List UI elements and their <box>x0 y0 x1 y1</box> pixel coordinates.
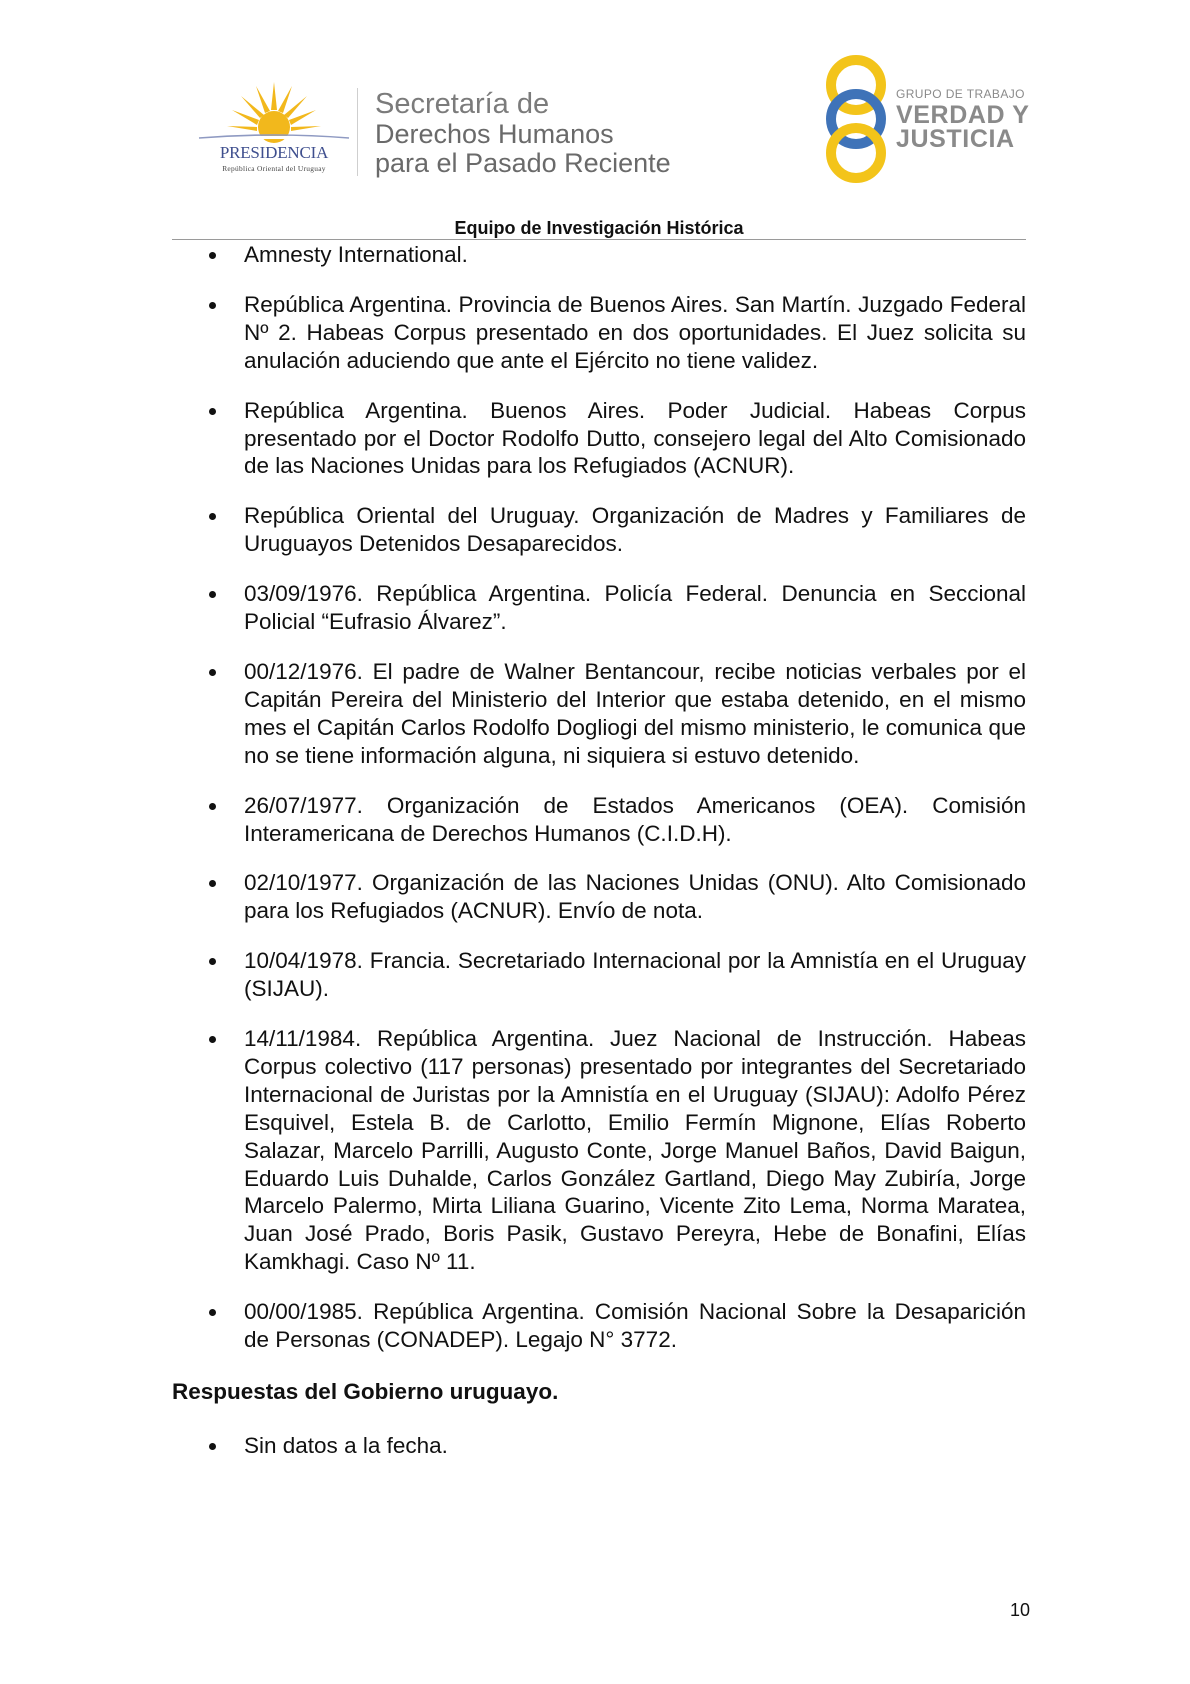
list-item-text: 03/09/1976. República Argentina. Policía Federal. Denuncia en Seccional Policial “Eufrasio Álvarez”. <box>244 581 1026 635</box>
list-item <box>172 1432 1026 1460</box>
list-item-text: 26/07/1977. Organización de Estados Americanos (OEA). Comisión Interamericana de Derechos Humanos (C.I.D.H). <box>244 792 1026 846</box>
secretaria-logo-text <box>375 89 671 178</box>
list-item <box>172 580 1026 636</box>
bullet-icon <box>209 1443 216 1450</box>
list-item-text: 14/11/1984. República Argentina. Juez Nacional de Instrucción. Habeas Corpus colectivo (117 personas) presentado por integrantes del Secretariado Internacional de Juristas por la Amnistía en el Uruguay (SIJAU): Adolfo Pérez Esquivel, Estela B. de Carlotto, Emilio Fermín Mignone, Elías Roberto Salazar, Marcelo Parrilli, Augusto Conte, Jorge Manuel Baños, David Baigun, Eduardo Luis Duhalde, Carlos González Gartland, Diego May Zubiría, Jorge Marcelo Palermo, Mirta Liliana Guarino, Vicente Zito Lema, Norma Maratea, Juan José Prado, Boris Pasik, Gustavo Pereyra, Hebe de Bonafini, Elías Kamkhagi. Caso Nº 11. <box>244 1026 1026 1275</box>
list-item-text: 02/10/1977. Organización de las Naciones Unidas (ONU). Alto Comisionado para los Refugiados (ACNUR). Envío de nota. <box>244 870 1026 924</box>
bullet-icon <box>209 958 216 965</box>
logo-divider <box>357 88 358 176</box>
secretaria-line-2: Derechos Humanos <box>375 119 614 149</box>
list-item <box>172 1025 1026 1276</box>
list-item-text: Sin datos a la fecha. <box>244 1432 448 1458</box>
page-number: 10 <box>1009 1600 1030 1620</box>
list-item <box>172 658 1026 770</box>
bullet-icon <box>209 252 216 259</box>
list-item-text: República Argentina. Provincia de Buenos Aires. San Martín. Juzgado Federal Nº 2. Habeas Corpus presentado en dos oportunidades. El Juez solicita su anulación aduciendo que ante el Ejército no tiene validez. <box>244 291 1026 373</box>
verdad-y-label: VERDAD Y <box>896 101 1030 129</box>
linked-rings-icon <box>818 55 894 183</box>
bullet-icon <box>209 803 216 810</box>
bullet-icon <box>209 408 216 415</box>
justicia-label: JUSTICIA <box>896 125 1015 153</box>
list-item <box>172 291 1026 375</box>
list-item-text: 00/12/1976. El padre de Walner Bentancour, recibe noticias verbales por el Capitán Pereira del Ministerio del Interior que estaba detenido, en el mismo mes el Capitán Carlos Rodolfo Dogliogi del mismo ministerio, le comunica que no se tiene información alguna, ni siquiera si estuvo detenido. <box>244 658 1026 768</box>
section-heading: Respuestas del Gobierno uruguayo. <box>172 1379 559 1404</box>
secretaria-line-1: Secretaría de <box>375 88 550 120</box>
list-item <box>172 502 1026 558</box>
list-item-text: República Oriental del Uruguay. Organización de Madres y Familiares de Uruguayos Detenidos Desaparecidos. <box>244 503 1026 557</box>
grupo-de-trabajo-label: GRUPO DE TRABAJO <box>896 87 1025 101</box>
bullet-icon <box>209 302 216 309</box>
list-item-text: Amnesty International. <box>244 242 468 267</box>
list-item <box>172 241 1026 269</box>
document-body <box>172 241 1026 1460</box>
list-item-text: 10/04/1978. Francia. Secretariado Internacional por la Amnistía en el Uruguay (SIJAU). <box>244 948 1026 1002</box>
presidencia-subtitle: República Oriental del Uruguay <box>222 164 326 173</box>
bullet-icon <box>209 669 216 676</box>
header-divider <box>172 239 1026 240</box>
presidencia-logo <box>197 80 351 180</box>
bullet-icon <box>209 591 216 598</box>
sun-emblem-icon <box>197 80 351 144</box>
list-item <box>172 869 1026 925</box>
secretaria-line-3: para el Pasado Reciente <box>375 148 671 178</box>
page-header-title: Equipo de Investigación Histórica <box>454 218 744 238</box>
bullet-icon <box>209 1309 216 1316</box>
list-item <box>172 792 1026 848</box>
bullet-icon <box>209 513 216 520</box>
list-item <box>172 947 1026 1003</box>
verdad-justicia-logo <box>818 55 1038 183</box>
list-item <box>172 1298 1026 1354</box>
list-item-text: 00/00/1985. República Argentina. Comisión Nacional Sobre la Desaparición de Personas (CONADEP). Legajo N° 3772. <box>244 1299 1026 1353</box>
list-item-text: República Argentina. Buenos Aires. Poder Judicial. Habeas Corpus presentado por el Doctor Rodolfo Dutto, consejero legal del Alto Comisionado de las Naciones Unidas para los Refugiados (ACNUR). <box>244 397 1026 479</box>
list-item <box>172 397 1026 481</box>
presidencia-label: PRESIDENCIA <box>219 143 329 162</box>
bullet-icon <box>209 880 216 887</box>
bullet-icon <box>209 1036 216 1043</box>
